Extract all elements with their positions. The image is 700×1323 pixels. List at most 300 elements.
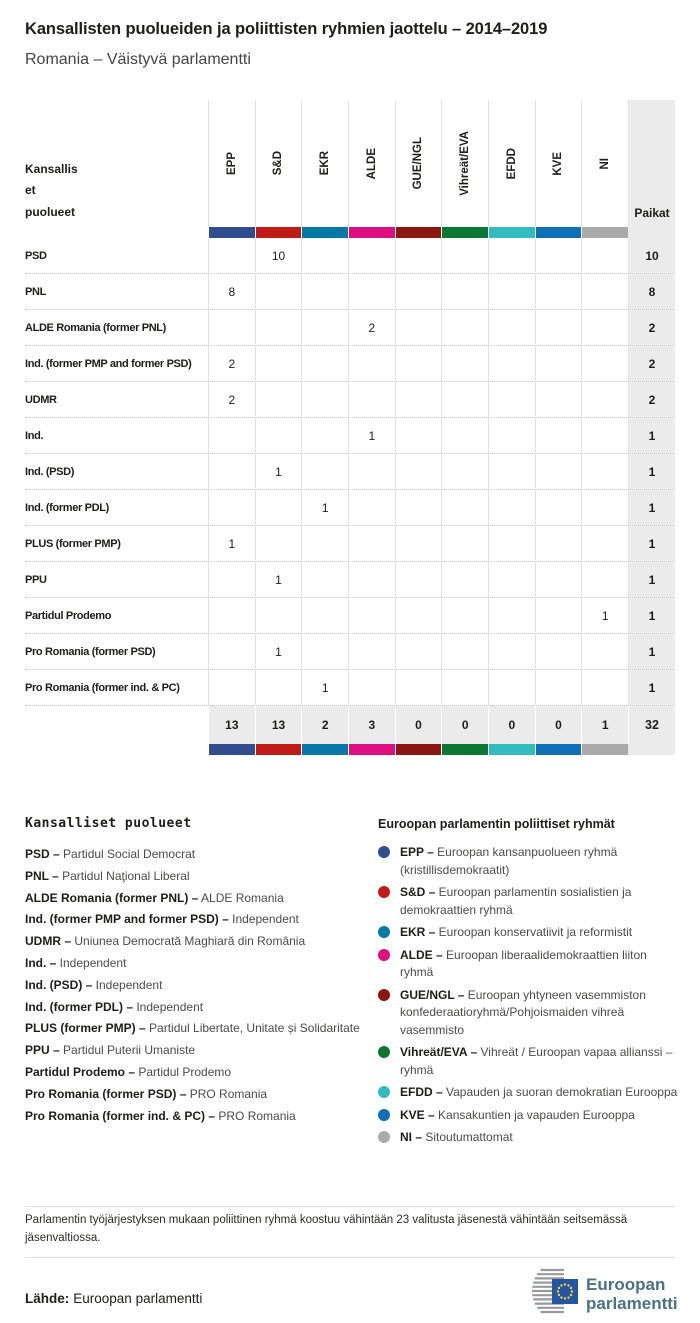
footnote: Parlamentin työjärjestyksen mukaan poliittinen ryhmä koostuu vähintään 23 valitusta jäsenestä vähintään seitsemässä jäsenvaltiossa. xyxy=(25,1214,628,1244)
color-bar-vihreät/eva xyxy=(441,227,488,238)
group-abbr: NI – xyxy=(400,1130,423,1144)
seat-value-kve xyxy=(535,346,582,381)
group-total-s&d: 13 xyxy=(255,706,302,744)
group-legend-item xyxy=(378,947,678,982)
seat-value-vihreät/eva xyxy=(441,670,488,705)
party-abbr: Pro Romania (former PSD) – xyxy=(25,1086,187,1101)
national-legend-item xyxy=(25,1018,365,1040)
national-legend-item xyxy=(25,844,365,866)
seat-value-gue/ngl xyxy=(395,634,442,669)
group-header-label: EKR xyxy=(319,151,332,176)
group-abbr: GUE/NGL – xyxy=(400,987,465,1002)
table-header-row xyxy=(25,100,675,227)
party-name: Ind. xyxy=(25,429,44,442)
table-row xyxy=(25,382,675,418)
seat-value-ekr xyxy=(301,310,348,345)
seat-value-alde xyxy=(348,598,395,633)
group-color-bar-bottom xyxy=(25,744,675,755)
seat-value-efdd xyxy=(488,382,535,417)
seat-value-ni xyxy=(581,562,628,597)
seat-value-alde xyxy=(348,454,395,489)
group-total-kve: 0 xyxy=(535,706,582,744)
group-header-vihreät/eva xyxy=(441,100,488,227)
seats-column-bg xyxy=(628,227,675,238)
party-abbr: PPU – xyxy=(25,1043,60,1058)
table-row xyxy=(25,562,675,598)
seat-value-alde xyxy=(348,346,395,381)
seat-value-s&d xyxy=(255,598,302,633)
seat-value-ekr: 1 xyxy=(301,490,348,525)
party-full-name: Partidul Libertate, Unitate și Solidaritate xyxy=(145,1021,360,1036)
national-legend-item xyxy=(25,931,365,953)
color-bar-s&d xyxy=(255,227,302,238)
seat-value-vihreät/eva xyxy=(441,562,488,597)
party-name: Ind. (former PMP and former PSD) xyxy=(25,357,192,370)
row-seats-total: 1 xyxy=(628,490,675,525)
party-name: PSD xyxy=(25,249,47,262)
group-description: EPP – Euroopan kansanpuolueen ryhmä (kristillisdemokraatit) xyxy=(400,845,618,877)
seat-value-s&d xyxy=(255,526,302,561)
seat-value-vihreät/eva xyxy=(441,382,488,417)
eu-flag-icon xyxy=(552,1279,578,1304)
group-header-label: S&D xyxy=(272,151,285,176)
national-legend-item xyxy=(25,997,365,1019)
group-legend-item xyxy=(378,1107,678,1125)
group-description: ALDE – Euroopan liberaalidemokraattien liiton ryhmä xyxy=(400,947,647,979)
seat-value-efdd xyxy=(488,346,535,381)
group-description: EKR – Euroopan konservatiivit ja reformistit xyxy=(400,925,633,939)
seat-value-gue/ngl xyxy=(395,670,442,705)
source-line xyxy=(25,1291,202,1306)
seat-value-gue/ngl xyxy=(395,346,442,381)
seat-value-ni xyxy=(581,526,628,561)
seat-value-kve xyxy=(535,598,582,633)
bar-spacer xyxy=(25,744,208,755)
seat-value-gue/ngl xyxy=(395,490,442,525)
seat-value-ni xyxy=(581,670,628,705)
table-row xyxy=(25,526,675,562)
party-full-name: ALDE Romania xyxy=(198,890,284,905)
group-description: GUE/NGL – Euroopan yhtyneen vasemmiston konfederaatioryhmä/Pohjoismaiden vihreä vasemmisto xyxy=(400,987,646,1037)
group-header-epp xyxy=(208,100,255,227)
group-header-label: KVE xyxy=(552,151,565,176)
group-color-bar-top xyxy=(25,227,675,238)
row-seats-total: 1 xyxy=(628,670,675,705)
seat-value-gue/ngl xyxy=(395,598,442,633)
group-legend-item xyxy=(378,844,678,879)
group-abbr: Vihreät/EVA – xyxy=(400,1045,478,1059)
source-text: Euroopan parlamentti xyxy=(73,1291,203,1306)
page-subtitle: Romania – Väistyvä parlamentti xyxy=(25,51,251,68)
row-seats-total: 10 xyxy=(628,238,675,273)
seat-value-ekr xyxy=(301,274,348,309)
group-color-dot xyxy=(378,926,390,938)
group-description: Vihreät/EVA – Vihreät / Euroopan vapaa allianssi – ryhmä xyxy=(400,1045,673,1077)
party-name: Partidul Prodemo xyxy=(25,609,112,622)
seat-value-kve xyxy=(535,382,582,417)
party-name: Pro Romania (former PSD) xyxy=(25,645,156,658)
seat-value-alde xyxy=(348,238,395,273)
group-color-dot xyxy=(378,846,390,858)
seat-value-ni xyxy=(581,382,628,417)
national-legend-item xyxy=(25,1040,365,1062)
seat-value-efdd xyxy=(488,274,535,309)
color-bar-ekr xyxy=(301,227,348,238)
seat-value-efdd xyxy=(488,238,535,273)
party-full-name: PRO Romania xyxy=(215,1108,296,1123)
page-title: Kansallisten puolueiden ja poliittisten ryhmien jaottelu – 2014–2019 xyxy=(25,20,548,38)
table-body xyxy=(25,238,675,706)
seat-value-ekr xyxy=(301,346,348,381)
seat-value-ni xyxy=(581,490,628,525)
seat-value-efdd xyxy=(488,454,535,489)
seat-value-efdd xyxy=(488,418,535,453)
group-color-dot xyxy=(378,1086,390,1098)
row-seats-total: 2 xyxy=(628,310,675,345)
party-name: PLUS (former PMP) xyxy=(25,537,121,550)
european-parliament-logo xyxy=(510,1262,695,1320)
row-seats-total: 2 xyxy=(628,346,675,381)
seat-value-alde: 1 xyxy=(348,418,395,453)
seat-value-kve xyxy=(535,634,582,669)
national-legend-item xyxy=(25,866,365,888)
color-bar-gue/ngl xyxy=(395,744,442,755)
seat-value-alde xyxy=(348,562,395,597)
seat-value-ekr xyxy=(301,454,348,489)
color-bar-kve xyxy=(535,227,582,238)
group-legend-heading: Euroopan parlamentin poliittiset ryhmät xyxy=(378,817,615,831)
logo-text-line1: Euroopan xyxy=(586,1275,666,1294)
seat-value-ekr xyxy=(301,382,348,417)
group-color-dot xyxy=(378,949,390,961)
seat-value-epp xyxy=(208,418,255,453)
seat-value-s&d xyxy=(255,310,302,345)
seat-value-efdd xyxy=(488,670,535,705)
group-legend-item xyxy=(378,1084,678,1102)
party-name: Pro Romania (former ind. & PC) xyxy=(25,681,180,694)
seat-value-ni xyxy=(581,634,628,669)
seat-value-kve xyxy=(535,274,582,309)
bar-spacer xyxy=(25,227,208,238)
group-total-ekr: 2 xyxy=(301,706,348,744)
group-abbr: KVE – xyxy=(400,1107,435,1122)
seat-value-alde xyxy=(348,382,395,417)
seat-value-kve xyxy=(535,490,582,525)
seat-value-s&d xyxy=(255,490,302,525)
party-full-name: Partidul Naţional Liberal xyxy=(58,868,190,883)
table-row xyxy=(25,418,675,454)
table-row xyxy=(25,634,675,670)
party-full-name: Independent xyxy=(92,977,163,992)
party-abbr: PLUS (former PMP) – xyxy=(25,1021,146,1036)
national-legend-items xyxy=(25,844,365,1127)
row-seats-total: 1 xyxy=(628,598,675,633)
group-total-vihreät/eva: 0 xyxy=(441,706,488,744)
table-totals-row xyxy=(25,706,675,744)
color-bar-efdd xyxy=(488,744,535,755)
party-full-name: Partidul Puterii Umaniste xyxy=(59,1043,196,1058)
color-bar-s&d xyxy=(255,744,302,755)
national-legend-item xyxy=(25,1106,365,1128)
row-seats-total: 2 xyxy=(628,382,675,417)
group-header-ni xyxy=(581,100,628,227)
group-legend-item xyxy=(378,1129,678,1147)
group-header-alde xyxy=(348,100,395,227)
seat-value-ni xyxy=(581,310,628,345)
table-row xyxy=(25,310,675,346)
party-abbr: Ind. (former PMP and former PSD) – xyxy=(25,912,229,927)
group-color-dot xyxy=(378,886,390,898)
grand-total-seats: 32 xyxy=(628,706,675,744)
party-name: Ind. (former PDL) xyxy=(25,501,109,514)
seat-value-s&d xyxy=(255,670,302,705)
seat-value-s&d: 1 xyxy=(255,454,302,489)
seat-value-vihreät/eva xyxy=(441,238,488,273)
seat-value-ni xyxy=(581,346,628,381)
national-legend-item xyxy=(25,975,365,997)
group-header-s&d xyxy=(255,100,302,227)
seat-value-kve xyxy=(535,670,582,705)
seat-value-epp xyxy=(208,670,255,705)
seat-value-ekr xyxy=(301,598,348,633)
seat-value-gue/ngl xyxy=(395,454,442,489)
seat-value-epp: 2 xyxy=(208,382,255,417)
party-full-name: Independent xyxy=(56,955,127,970)
group-legend-items xyxy=(378,844,678,1147)
row-seats-total: 1 xyxy=(628,418,675,453)
row-seats-total: 1 xyxy=(628,526,675,561)
seat-value-efdd xyxy=(488,598,535,633)
color-bar-gue/ngl xyxy=(395,227,442,238)
seat-value-s&d: 1 xyxy=(255,562,302,597)
party-full-name: Partidul Social Democrat xyxy=(59,847,196,861)
seat-value-epp xyxy=(208,562,255,597)
color-bar-ni xyxy=(581,744,628,755)
group-abbr: ALDE – xyxy=(400,947,443,962)
source-label: Lähde: xyxy=(25,1291,70,1306)
group-legend-item xyxy=(378,987,678,1040)
seat-value-epp xyxy=(208,310,255,345)
party-abbr: Pro Romania (former ind. & PC) – xyxy=(25,1108,216,1123)
national-parties-column-header: Kansallis et puolueet xyxy=(25,161,78,219)
seat-value-gue/ngl xyxy=(395,238,442,273)
group-legend-item xyxy=(378,884,678,919)
seat-value-efdd xyxy=(488,310,535,345)
table-row xyxy=(25,346,675,382)
seat-value-ekr xyxy=(301,526,348,561)
group-header-gue/ngl xyxy=(395,100,442,227)
seat-value-epp: 8 xyxy=(208,274,255,309)
seat-value-epp: 2 xyxy=(208,346,255,381)
group-legend-item xyxy=(378,1044,678,1079)
seat-value-kve xyxy=(535,238,582,273)
group-abbr: EPP – xyxy=(400,845,434,859)
seat-value-kve xyxy=(535,562,582,597)
color-bar-alde xyxy=(348,227,395,238)
seat-value-alde xyxy=(348,634,395,669)
seat-value-gue/ngl xyxy=(395,382,442,417)
seat-value-ekr xyxy=(301,562,348,597)
table-row xyxy=(25,670,675,706)
group-header-label: EFDD xyxy=(505,147,518,180)
color-bar-kve xyxy=(535,744,582,755)
seat-value-vihreät/eva xyxy=(441,274,488,309)
party-abbr: Ind. – xyxy=(25,955,57,970)
seat-value-gue/ngl xyxy=(395,418,442,453)
seat-value-alde xyxy=(348,670,395,705)
group-header-label: EPP xyxy=(225,151,238,175)
color-bar-vihreät/eva xyxy=(441,744,488,755)
totals-spacer xyxy=(25,706,208,744)
national-legend-item xyxy=(25,1062,365,1084)
seat-value-kve xyxy=(535,454,582,489)
seat-value-ni xyxy=(581,238,628,273)
national-legend-item xyxy=(25,888,365,910)
national-legend-item xyxy=(25,1084,365,1106)
divider-bottom xyxy=(25,1257,675,1258)
party-abbr: ALDE Romania (former PNL) – xyxy=(25,890,199,905)
seat-value-s&d xyxy=(255,382,302,417)
seat-value-ni xyxy=(581,454,628,489)
seat-value-alde xyxy=(348,526,395,561)
seat-value-ekr xyxy=(301,634,348,669)
party-abbr: Ind. (PSD) – xyxy=(25,977,93,992)
seat-value-gue/ngl xyxy=(395,310,442,345)
party-abbr: PSD – xyxy=(25,847,60,861)
party-name: UDMR xyxy=(25,393,57,406)
table-row xyxy=(25,454,675,490)
seat-value-ekr: 1 xyxy=(301,670,348,705)
color-bar-alde xyxy=(348,744,395,755)
seat-value-epp xyxy=(208,454,255,489)
group-color-dot xyxy=(378,1046,390,1058)
seat-value-epp xyxy=(208,634,255,669)
group-total-epp: 13 xyxy=(208,706,255,744)
color-bar-epp xyxy=(208,744,255,755)
group-header-label: NI xyxy=(599,157,612,170)
group-color-dot xyxy=(378,1131,390,1143)
seat-value-epp xyxy=(208,490,255,525)
group-header-kve xyxy=(535,100,582,227)
row-seats-total: 1 xyxy=(628,634,675,669)
party-full-name: Uniunea Democrată Maghiară din România xyxy=(71,934,306,949)
seat-value-epp xyxy=(208,238,255,273)
seat-value-kve xyxy=(535,418,582,453)
group-description: S&D – Euroopan parlamentin sosialistien ja demokraattien ryhmä xyxy=(400,885,632,917)
group-description: KVE – Kansakuntien ja vapauden Eurooppa xyxy=(400,1107,635,1122)
table-row xyxy=(25,490,675,526)
color-bar-epp xyxy=(208,227,255,238)
seat-value-ekr xyxy=(301,238,348,273)
seat-value-kve xyxy=(535,526,582,561)
group-total-gue/ngl: 0 xyxy=(395,706,442,744)
seat-value-efdd xyxy=(488,634,535,669)
national-legend-heading: Kansalliset puolueet xyxy=(25,816,192,831)
seat-value-vihreät/eva xyxy=(441,310,488,345)
seat-value-alde: 2 xyxy=(348,310,395,345)
seat-value-vihreät/eva xyxy=(441,526,488,561)
seat-value-vihreät/eva xyxy=(441,346,488,381)
group-header-label: GUE/NGL xyxy=(412,137,425,190)
group-total-efdd: 0 xyxy=(488,706,535,744)
seat-value-epp xyxy=(208,598,255,633)
seat-value-gue/ngl xyxy=(395,274,442,309)
seat-value-vihreät/eva xyxy=(441,598,488,633)
group-abbr: EKR – xyxy=(400,925,436,939)
group-total-ni: 1 xyxy=(581,706,628,744)
group-legend-item xyxy=(378,924,678,942)
color-bar-ni xyxy=(581,227,628,238)
color-bar-efdd xyxy=(488,227,535,238)
seat-value-vihreät/eva xyxy=(441,454,488,489)
group-header-ekr xyxy=(301,100,348,227)
row-seats-total: 1 xyxy=(628,454,675,489)
seat-value-efdd xyxy=(488,562,535,597)
seat-value-gue/ngl xyxy=(395,526,442,561)
row-seats-total: 8 xyxy=(628,274,675,309)
seat-value-alde xyxy=(348,490,395,525)
national-parties-legend xyxy=(25,816,365,1127)
party-name: Ind. (PSD) xyxy=(25,465,75,478)
party-full-name: Independent xyxy=(133,999,204,1014)
party-name: ALDE Romania (former PNL) xyxy=(25,321,166,334)
seat-value-efdd xyxy=(488,490,535,525)
table-row xyxy=(25,238,675,274)
seats-column-bg xyxy=(628,744,675,755)
logo-text-line2: parlamentti xyxy=(586,1294,678,1313)
group-header-label: ALDE xyxy=(365,147,378,180)
seat-value-kve xyxy=(535,310,582,345)
group-color-dot xyxy=(378,989,390,1001)
group-total-alde: 3 xyxy=(348,706,395,744)
group-description: EFDD – Vapauden ja suoran demokratian Eurooppa xyxy=(400,1085,678,1099)
party-full-name: PRO Romania xyxy=(186,1086,268,1101)
national-legend-item xyxy=(25,909,365,931)
group-header-label: Vihreät/EVA xyxy=(459,131,472,196)
seat-value-ni: 1 xyxy=(581,598,628,633)
divider-top xyxy=(25,1206,675,1207)
seat-value-s&d: 1 xyxy=(255,634,302,669)
table-row xyxy=(25,274,675,310)
seat-value-epp: 1 xyxy=(208,526,255,561)
seat-value-ni xyxy=(581,274,628,309)
results-table xyxy=(25,100,675,755)
group-color-dot xyxy=(378,1109,390,1121)
party-full-name: Independent xyxy=(228,912,299,927)
seat-value-s&d xyxy=(255,346,302,381)
seat-value-vihreät/eva xyxy=(441,490,488,525)
seat-value-vihreät/eva xyxy=(441,634,488,669)
seat-value-ekr xyxy=(301,418,348,453)
national-legend-item xyxy=(25,953,365,975)
party-abbr: PNL – xyxy=(25,868,59,883)
group-abbr: S&D – xyxy=(400,885,436,899)
color-bar-ekr xyxy=(301,744,348,755)
seats-column-header: Paikat xyxy=(628,100,675,227)
seat-value-efdd xyxy=(488,526,535,561)
seat-value-alde xyxy=(348,274,395,309)
seat-value-s&d xyxy=(255,274,302,309)
group-description: NI – Sitoutumattomat xyxy=(400,1130,513,1144)
group-header-efdd xyxy=(488,100,535,227)
seat-value-s&d: 10 xyxy=(255,238,302,273)
seat-value-vihreät/eva xyxy=(441,418,488,453)
party-abbr: Partidul Prodemo – xyxy=(25,1064,136,1079)
party-full-name: Partidul Prodemo xyxy=(135,1064,232,1079)
table-row xyxy=(25,598,675,634)
party-name: PPU xyxy=(25,573,47,586)
seat-value-ni xyxy=(581,418,628,453)
